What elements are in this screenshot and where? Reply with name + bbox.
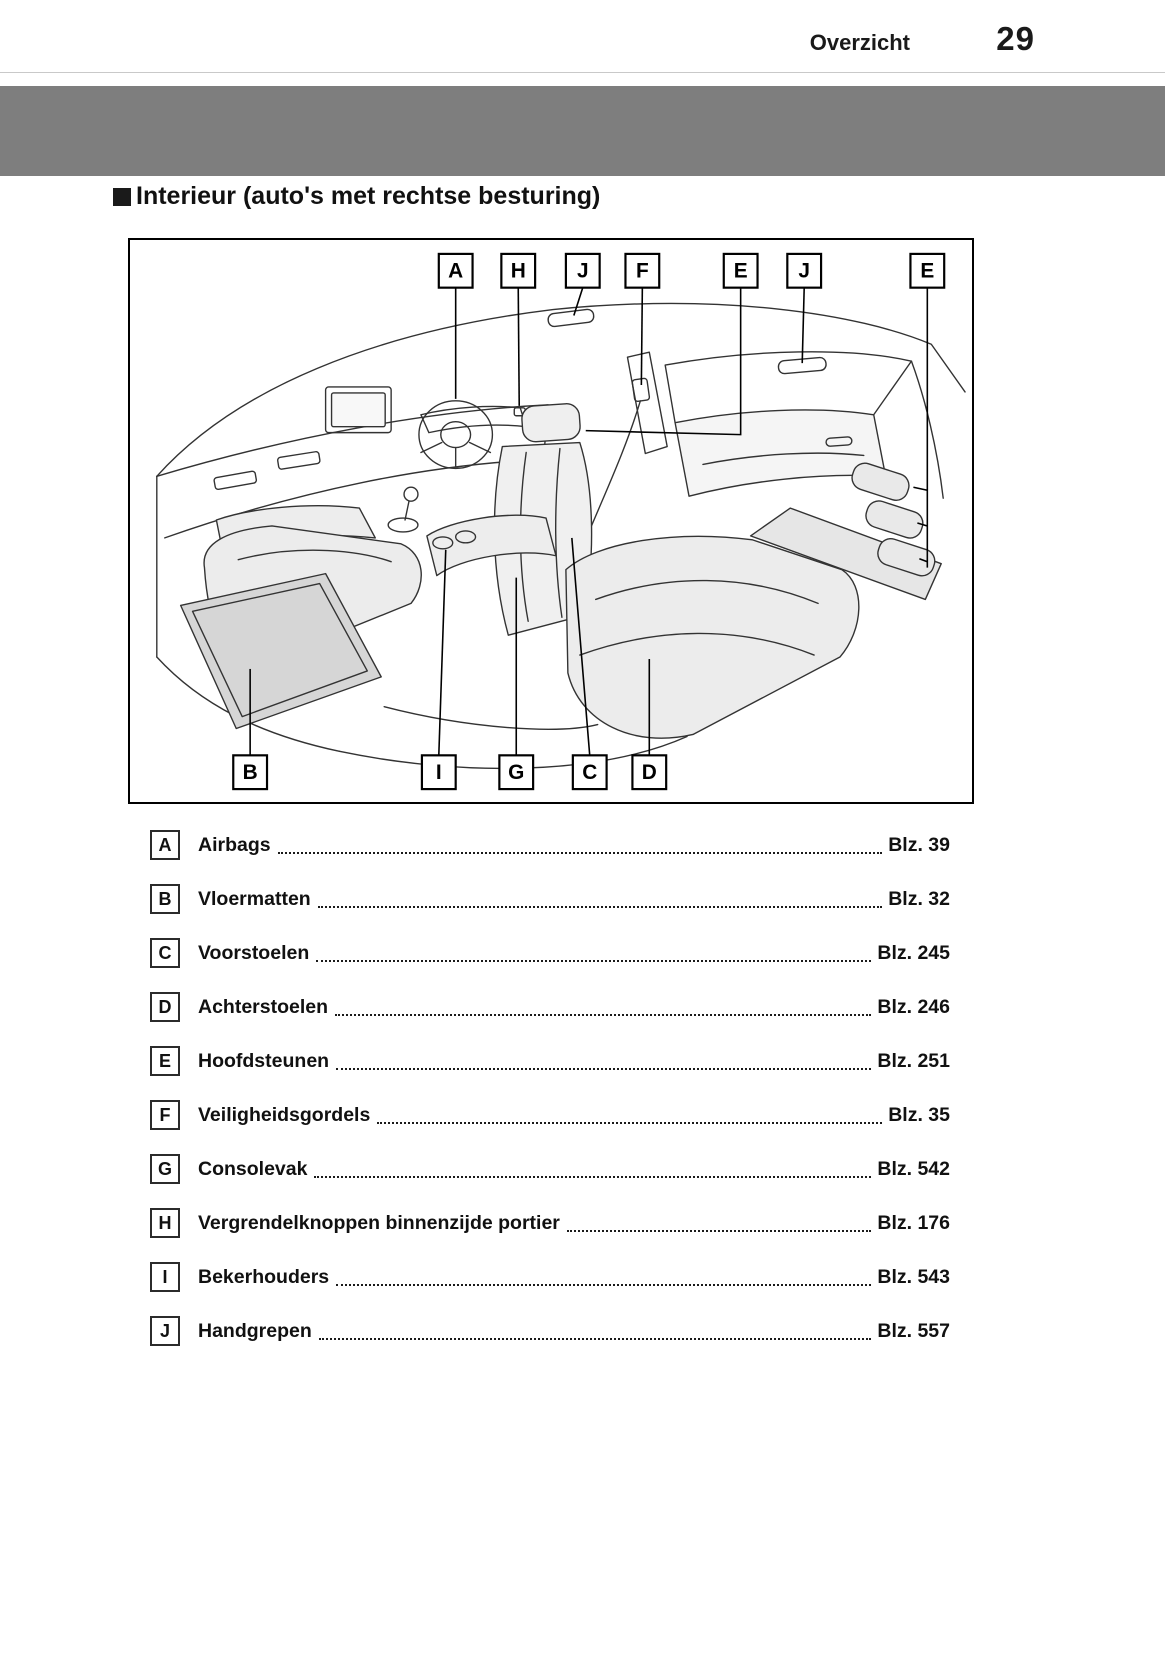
header-section-title: Overzicht xyxy=(809,30,910,55)
legend-label: Airbags xyxy=(198,833,271,856)
callout-line-I xyxy=(439,550,446,756)
section-title xyxy=(113,182,600,211)
legend-letter-box: A xyxy=(150,830,180,860)
header-page-number: 29 xyxy=(996,20,1035,57)
legend-row-achterstoelen xyxy=(150,980,950,1034)
legend-row-hoofdsteunen xyxy=(150,1034,950,1088)
legend-label: Vloermatten xyxy=(198,887,311,910)
callout-line-J-front xyxy=(574,288,583,316)
dot-leader xyxy=(335,998,871,1016)
legend-page-ref: Blz. 32 xyxy=(888,887,950,910)
dot-leader xyxy=(318,890,883,908)
legend-page-ref: Blz. 246 xyxy=(877,995,950,1018)
legend-row-handgrepen xyxy=(150,1304,950,1358)
gear-stick xyxy=(405,501,409,520)
rear-headrest xyxy=(863,498,926,541)
legend-page-ref: Blz. 176 xyxy=(877,1211,950,1234)
legend-row-veiligheidsgordels xyxy=(150,1088,950,1142)
callout-line-F xyxy=(641,288,642,385)
legend-letter-box: C xyxy=(150,938,180,968)
dot-leader xyxy=(377,1106,882,1124)
callout-letter: H xyxy=(510,259,526,283)
legend-row-bekerhouders xyxy=(150,1250,950,1304)
rear-bench xyxy=(566,536,859,738)
dot-leader xyxy=(336,1052,871,1070)
dot-leader xyxy=(567,1214,871,1232)
legend-label: Vergrendelknoppen binnenzijde portier xyxy=(198,1211,560,1234)
gear-base xyxy=(388,518,418,532)
legend-label: Handgrepen xyxy=(198,1319,312,1342)
interior-figure xyxy=(128,238,974,804)
legend-label: Voorstoelen xyxy=(198,941,310,964)
nav-screen-inner xyxy=(332,393,386,427)
legend-letter-box: D xyxy=(150,992,180,1022)
legend-page-ref: Blz. 39 xyxy=(888,833,950,856)
dot-leader xyxy=(319,1322,872,1340)
legend-letter-box: E xyxy=(150,1046,180,1076)
callout-letter: F xyxy=(635,259,649,283)
dot-leader xyxy=(316,944,871,962)
callout-letter: J xyxy=(798,259,810,283)
section-title-text: Interieur (auto's met rechtse besturing) xyxy=(136,182,601,210)
legend-page-ref: Blz. 543 xyxy=(877,1265,950,1288)
callout-letter: E xyxy=(733,259,748,283)
callout-letter: B xyxy=(242,761,258,785)
dot-leader xyxy=(336,1268,871,1286)
steering-spokes xyxy=(421,443,491,467)
callout-letter: A xyxy=(448,259,464,283)
air-vent xyxy=(214,471,257,490)
legend-row-consolevak xyxy=(150,1142,950,1196)
legend-row-voorstoelen xyxy=(150,926,950,980)
interior-drawing xyxy=(157,303,965,768)
callout-letter: I xyxy=(435,761,442,785)
car-interior-illustration xyxy=(130,240,972,802)
air-vent xyxy=(277,451,320,469)
callout-line-H xyxy=(518,288,519,406)
legend-row-airbags xyxy=(150,818,950,872)
legend-page-ref: Blz. 542 xyxy=(877,1157,950,1180)
dot-leader xyxy=(278,836,883,854)
callout-letter: G xyxy=(508,761,525,785)
callout-letter: J xyxy=(576,259,589,283)
legend-row-vergrendelknoppen xyxy=(150,1196,950,1250)
legend-letter-box: G xyxy=(150,1154,180,1184)
callout-letter: D xyxy=(641,761,657,785)
legend-letter-box: F xyxy=(150,1100,180,1130)
steering-hub xyxy=(441,422,471,448)
callout-letter: C xyxy=(582,761,598,785)
section-banner xyxy=(0,86,1165,176)
grab-handle-front xyxy=(547,309,594,327)
bottom-callout-boxes xyxy=(233,755,666,789)
legend-label: Consolevak xyxy=(198,1157,308,1180)
dot-leader xyxy=(314,1160,871,1178)
callout-letter: E xyxy=(920,259,935,283)
legend-label: Veiligheidsgordels xyxy=(198,1103,371,1126)
legend-label: Achterstoelen xyxy=(198,995,329,1018)
legend-label: Hoofdsteunen xyxy=(198,1049,330,1072)
seat-belt-strap xyxy=(590,401,641,530)
front-headrest xyxy=(521,403,581,443)
legend-letter-box: J xyxy=(150,1316,180,1346)
legend-letter-box: I xyxy=(150,1262,180,1292)
legend-letter-box: B xyxy=(150,884,180,914)
legend-page-ref: Blz. 35 xyxy=(888,1103,950,1126)
legend-page-ref: Blz. 251 xyxy=(877,1049,950,1072)
callout-line-E-front xyxy=(586,288,741,435)
legend-page-ref: Blz. 557 xyxy=(877,1319,950,1342)
floor-line xyxy=(384,707,597,730)
legend-list xyxy=(150,818,950,1358)
legend-row-vloermatten xyxy=(150,872,950,926)
legend-page-ref: Blz. 245 xyxy=(877,941,950,964)
page-header xyxy=(0,0,1165,73)
legend-letter-box: H xyxy=(150,1208,180,1238)
b-pillar xyxy=(627,352,667,453)
square-marker-icon xyxy=(113,188,131,206)
legend-label: Bekerhouders xyxy=(198,1265,330,1288)
gear-knob xyxy=(404,487,418,501)
top-callout-boxes xyxy=(439,254,944,288)
